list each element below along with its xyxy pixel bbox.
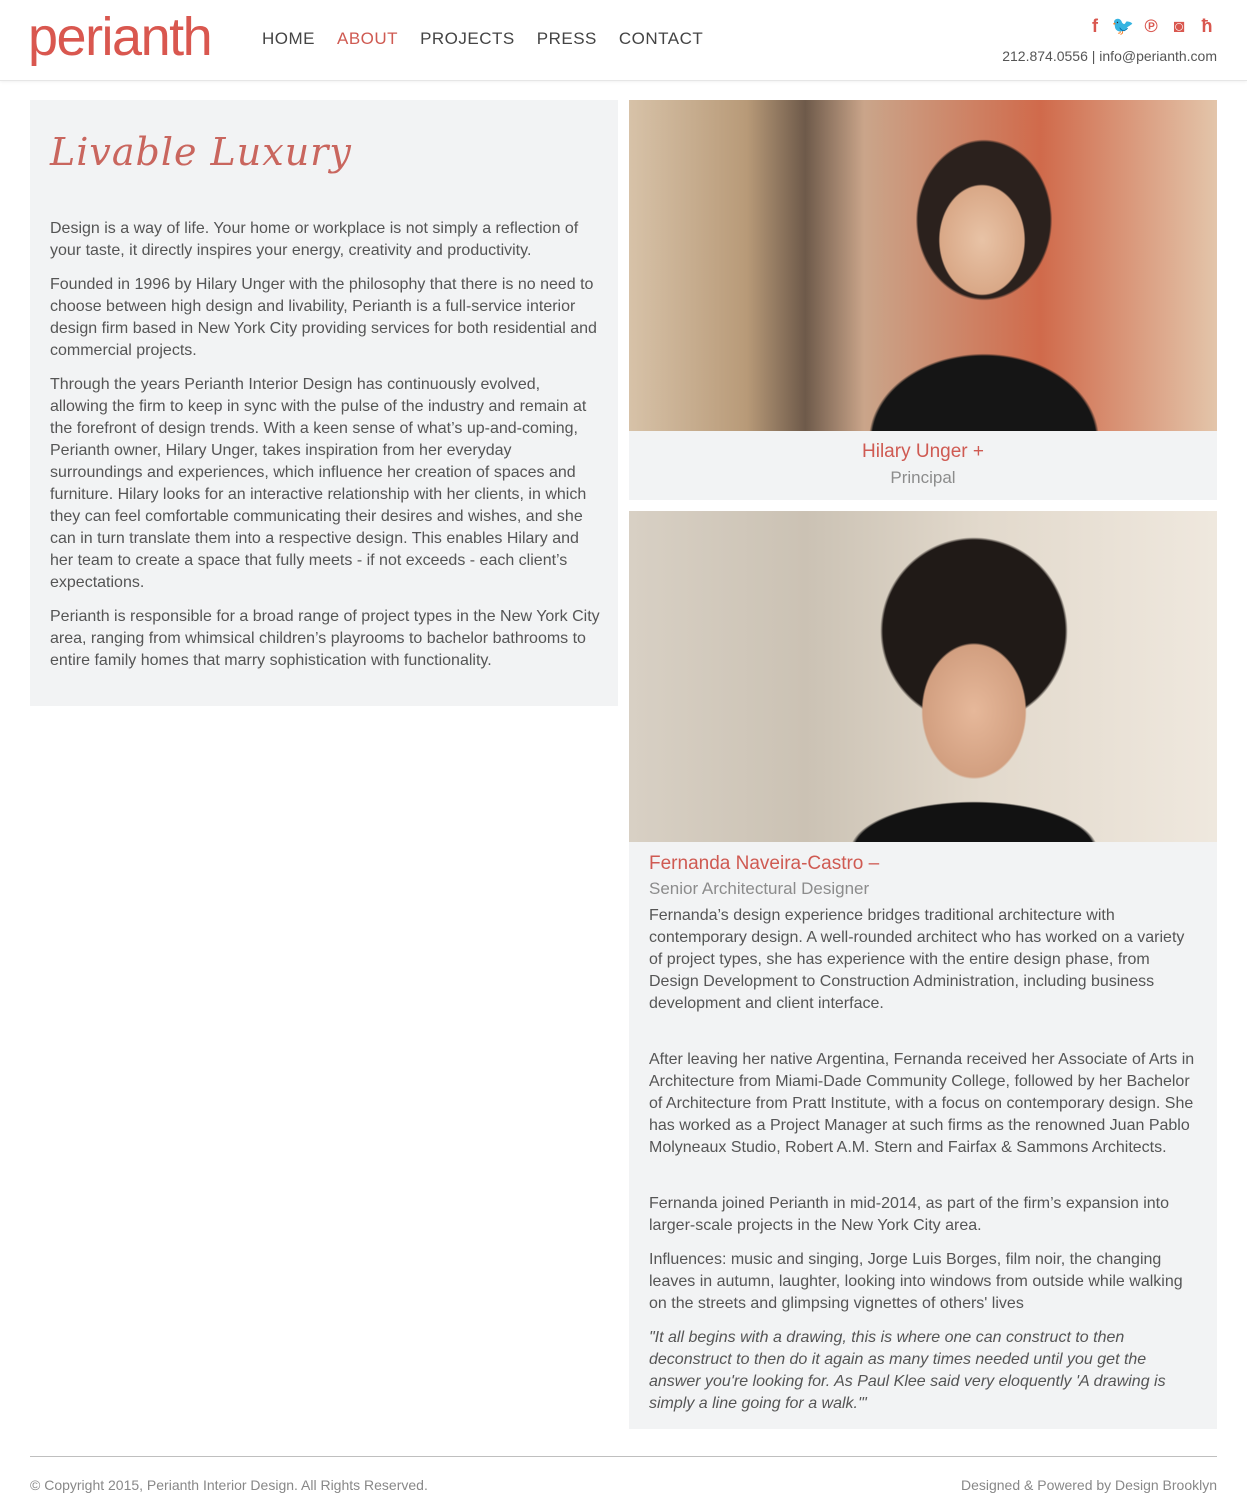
bio-paragraph: Fernanda joined Perianth in mid-2014, as part of the firm’s expansion into larger-scale projects in the New York City area. (649, 1195, 1170, 1234)
intro-paragraph: Through the years Perianth Interior Design has continuously evolved, allowing the firm to keep in sync with the pulse of the industry and remain at the forefront of design trends. With a keen sense of what’s up-and-coming, Perianth owner, Hilary Unger, takes inspiration from her everyday surroundings and experiences, which influence her creation of spaces and furniture. Hilary looks for an interactive relationship with her clients, in which they can feel comfortable communicating their desires and wishes, and she can in turn translate them into a respective design. This enables Hilary and her team to create a space that fully meets - if not exceeds - each client’s expectations. (50, 376, 587, 591)
instagram-icon[interactable]: ◙ (1173, 15, 1185, 36)
bio-paragraph: Fernanda’s design experience bridges traditional architecture with contemporary design. A well-rounded architect who has worked on a variety of project types, she has experience with the entire design phase, from Design Development to Construction Administration, including business development and client interface. (649, 907, 1185, 1012)
pinterest-icon[interactable]: ℗ (1144, 15, 1158, 36)
phone-number[interactable]: 212.874.0556 (1002, 48, 1088, 64)
nav-about[interactable]: ABOUT (337, 29, 399, 48)
social-links (1085, 16, 1217, 36)
intro-paragraph: Founded in 1996 by Hilary Unger with the philosophy that there is no need to choose between high design and livability, Perianth is a full-service interior design firm based in New York City providing services for both residential and commercial projects. (50, 276, 597, 359)
intro-panel (30, 100, 618, 706)
logo[interactable]: perianth (28, 7, 212, 67)
nav-projects[interactable]: PROJECTS (420, 29, 515, 48)
hilary-photo (629, 100, 1217, 431)
team-card-fernanda (629, 511, 1217, 1429)
intro-text (50, 218, 600, 684)
houzz-icon[interactable]: ħ (1201, 15, 1213, 36)
contact-line (1002, 48, 1217, 64)
fernanda-photo (629, 511, 1217, 842)
email-link[interactable]: info@perianth.com (1099, 48, 1217, 64)
team-member-role: Principal (890, 468, 956, 487)
contact-separator: | (1087, 48, 1100, 64)
bio-quote: "It all begins with a drawing, this is where one can construct to then deconstruct to then do it again as many times needed until you get the answer you're looking for. As Paul Klee said very eloquently 'A drawing is simply a line going for a walk.'" (649, 1329, 1166, 1412)
bio-paragraph: Influences: music and singing, Jorge Luis Borges, film noir, the changing leaves in autumn, laughter, looking into windows from outside while walking on the streets and glimpsing vignettes of others' lives (649, 1251, 1183, 1312)
site-header (0, 0, 1247, 81)
intro-paragraph: Design is a way of life. Your home or workplace is not simply a reflection of your taste, it directly inspires your energy, creativity and productivity. (50, 220, 579, 259)
intro-paragraph: Perianth is responsible for a broad range of project types in the New York City area, ranging from whimsical children’s playrooms to bachelor bathrooms to entire family homes that marry sophistication with functionality. (50, 608, 600, 669)
footer-divider (30, 1456, 1217, 1457)
nav-home[interactable]: HOME (262, 29, 315, 48)
main-nav (262, 30, 725, 48)
bio-paragraph: After leaving her native Argentina, Fernanda received her Associate of Arts in Architecture from Miami-Dade Community College, followed by her Bachelor of Architecture from Pratt Institute, with a focus on contemporary design. She has worked as a Project Manager at such firms as the renowned Juan Pablo Molyneaux Studio, Robert A.M. Stern and Fairfax & Sammons Architects. (649, 1051, 1195, 1156)
facebook-icon[interactable]: f (1092, 15, 1098, 36)
team-member-name[interactable]: Hilary Unger + (862, 441, 984, 462)
twitter-icon[interactable]: 🐦 (1111, 15, 1135, 36)
team-member-bio (649, 905, 1199, 1427)
footer-copyright: © Copyright 2015, Perianth Interior Design. All Rights Reserved. (30, 1477, 428, 1493)
intro-title: Livable Luxury (50, 130, 352, 174)
team-card-hilary (629, 100, 1217, 500)
nav-press[interactable]: PRESS (536, 29, 597, 48)
footer-credits[interactable]: Designed & Powered by Design Brooklyn (960, 1477, 1217, 1493)
nav-contact[interactable]: CONTACT (618, 29, 704, 48)
team-member-role: Senior Architectural Designer (649, 879, 870, 898)
team-member-name[interactable]: Fernanda Naveira-Castro – (649, 853, 880, 874)
